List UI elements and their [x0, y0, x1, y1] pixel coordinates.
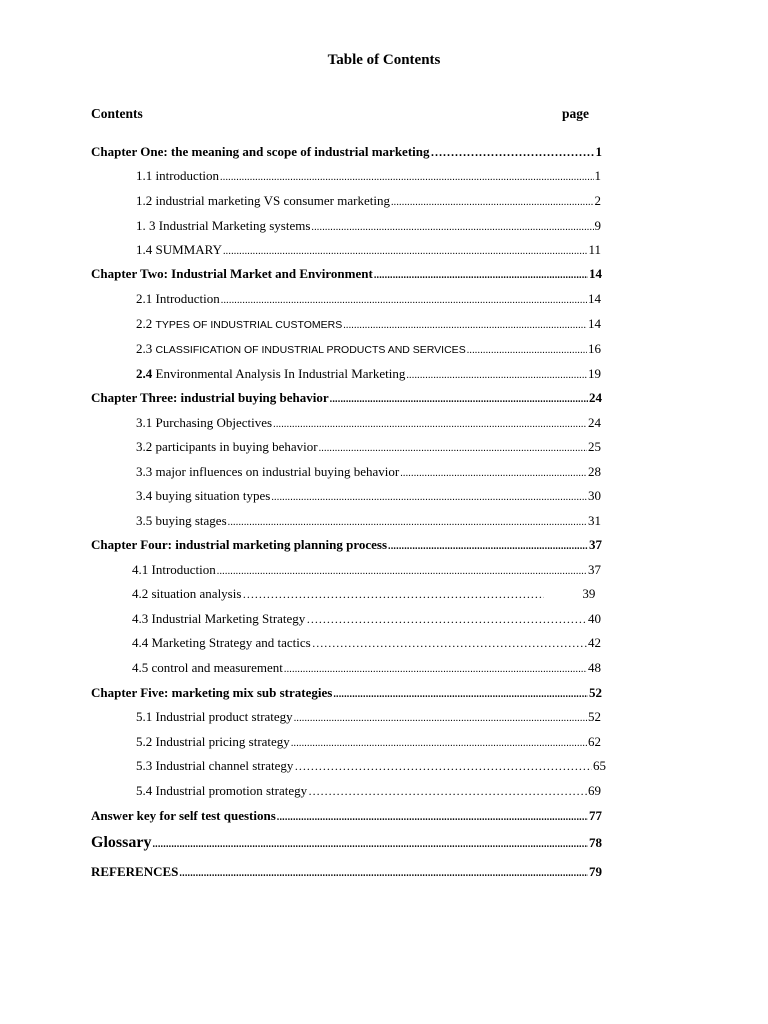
toc-entry-label: Glossary — [91, 834, 152, 851]
toc-entry-page: 25 — [588, 439, 601, 454]
toc-entry-page: 77 — [589, 808, 602, 823]
toc-entry-page: 40 — [588, 611, 601, 626]
toc-entry-label — [136, 316, 342, 333]
dot-leader — [223, 244, 588, 260]
toc-entry-label: 3.4 buying situation types — [136, 488, 271, 503]
toc-entry-label: 2.1 Introduction — [136, 291, 220, 306]
toc-entry-page: 1 — [595, 144, 602, 159]
toc-entry-page: 14 — [589, 266, 602, 281]
section-title: TYPES OF INDUSTRIAL CUSTOMERS — [155, 319, 343, 331]
toc-entry-page: 69 — [588, 783, 601, 798]
toc-entry-2-1[interactable] — [136, 291, 601, 309]
toc-entry-label: 4.2 situation analysis — [132, 586, 242, 601]
toc-entry-page: 2 — [594, 193, 601, 208]
toc-entry-page: 42 — [588, 635, 601, 650]
dot-leader — [333, 687, 588, 703]
toc-entry-label: REFERENCES — [91, 864, 179, 879]
dot-leader — [271, 490, 587, 506]
toc-entry-label: 4.4 Marketing Strategy and tactics — [132, 635, 311, 650]
toc-entry-glossary[interactable] — [91, 835, 602, 853]
dot-leader — [221, 293, 587, 309]
toc-entry-page: 28 — [588, 464, 601, 479]
toc-entry-5-2[interactable] — [136, 734, 601, 752]
dot-leader — [306, 611, 587, 629]
toc-entry-4-4[interactable] — [132, 635, 601, 653]
toc-entry-page: 48 — [588, 660, 601, 675]
section-title: CLASSIFICATION OF INDUSTRIAL PRODUCTS AND SERVICES — [155, 344, 466, 356]
toc-entry-3-2[interactable] — [136, 439, 601, 457]
toc-entry-4-2[interactable] — [132, 586, 601, 604]
dot-leader — [467, 343, 587, 359]
toc-entry-label — [136, 366, 405, 382]
toc-entry-page: 14 — [588, 316, 601, 331]
toc-entry-label: 3.3 major influences on industrial buying behavior — [136, 464, 400, 479]
dot-leader — [217, 564, 587, 580]
toc-entry-page: 24 — [588, 415, 601, 430]
toc-entry-4-5[interactable] — [132, 660, 601, 678]
toc-entry-label: Chapter Two: Industrial Market and Environment — [91, 266, 373, 281]
section-title: Environmental Analysis In Industrial Marketing — [155, 366, 406, 381]
toc-entry-page: 37 — [588, 562, 601, 577]
toc-entry-label: 5.1 Industrial product strategy — [136, 709, 293, 724]
toc-entry-label: Chapter Five: marketing mix sub strategies — [91, 685, 333, 700]
toc-entry-label: 3.2 participants in buying behavior — [136, 439, 318, 454]
toc-entry-1-3[interactable] — [136, 218, 601, 236]
toc-entry-label: 5.2 Industrial pricing strategy — [136, 734, 290, 749]
toc-entry-label: Answer key for self test questions — [91, 808, 276, 823]
toc-entry-chapter-one[interactable] — [91, 144, 602, 162]
toc-entry-label: 4.3 Industrial Marketing Strategy — [132, 611, 306, 626]
dot-leader — [311, 220, 593, 236]
toc-entry-label: 1.1 introduction — [136, 168, 220, 183]
dot-leader — [308, 783, 587, 801]
section-number: 2.4 — [136, 366, 153, 381]
toc-entry-label: 4.1 Introduction — [132, 562, 216, 577]
dot-leader — [374, 268, 588, 284]
dot-leader — [400, 466, 587, 482]
toc-entry-label: 1.2 industrial marketing VS consumer marketing — [136, 193, 390, 208]
toc-entry-chapter-five[interactable] — [91, 685, 602, 703]
dot-leader — [391, 195, 594, 211]
toc-entry-label: Chapter Four: industrial marketing planning process — [91, 537, 388, 552]
toc-entry-3-1[interactable] — [136, 415, 601, 433]
toc-entry-page: 1 — [594, 168, 601, 183]
toc-entry-label: 3.1 Purchasing Objectives — [136, 415, 273, 430]
toc-entry-page: 30 — [588, 488, 601, 503]
toc-entry-page: 31 — [588, 513, 601, 528]
toc-entry-chapter-four[interactable] — [91, 537, 602, 555]
toc-entry-page: 39 — [582, 586, 596, 601]
toc-entry-label: Chapter One: the meaning and scope of industrial marketing — [91, 144, 430, 159]
toc-entry-1-4[interactable] — [136, 242, 601, 260]
toc-entry-page: 24 — [589, 390, 602, 405]
toc-entry-label: 1. 3 Industrial Marketing systems — [136, 218, 311, 233]
toc-entry-page: 78 — [589, 835, 602, 850]
dot-leader — [343, 318, 587, 334]
toc-entry-5-3[interactable] — [136, 758, 606, 776]
dot-leader — [330, 392, 588, 408]
dot-leader — [431, 144, 595, 162]
section-number: 2.2 — [136, 316, 153, 331]
dot-leader — [152, 837, 588, 853]
toc-entry-page: 11 — [588, 242, 601, 257]
section-number: 2.3 — [136, 341, 153, 356]
dot-leader — [406, 368, 587, 384]
page-column-header: page — [562, 106, 589, 121]
toc-entry-references[interactable] — [91, 864, 602, 882]
toc-entry-2-2[interactable] — [136, 316, 601, 334]
toc-entry-page: 19 — [588, 366, 601, 381]
dot-leader — [242, 586, 544, 604]
dot-leader — [319, 441, 587, 457]
dot-leader — [291, 736, 587, 752]
toc-entry-page: 62 — [588, 734, 601, 749]
toc-entry-answer-key[interactable] — [91, 808, 602, 826]
toc-entry-5-4[interactable] — [136, 783, 601, 801]
dot-leader — [312, 635, 587, 653]
dot-leader — [228, 515, 587, 531]
toc-entry-page: 65 — [593, 758, 606, 773]
toc-entry-1-2[interactable] — [136, 193, 601, 211]
toc-entry-page: 52 — [588, 709, 601, 724]
dot-leader — [388, 539, 588, 555]
toc-entry-3-4[interactable] — [136, 488, 601, 506]
dot-leader — [179, 866, 588, 882]
toc-entry-label: 4.5 control and measurement — [132, 660, 283, 675]
toc-entry-label: 3.5 buying stages — [136, 513, 227, 528]
dot-leader — [277, 810, 588, 826]
toc-entry-page: 16 — [588, 341, 601, 356]
toc-entry-2-4[interactable] — [136, 366, 601, 384]
toc-entry-page: 14 — [588, 291, 601, 306]
toc-entry-1-1[interactable] — [136, 168, 601, 186]
toc-entry-label: 5.4 Industrial promotion strategy — [136, 783, 308, 798]
dot-leader — [273, 417, 587, 433]
dot-leader — [284, 662, 587, 678]
toc-entry-label: 1.4 SUMMARY — [136, 242, 222, 257]
dot-leader — [294, 711, 587, 727]
toc-entry-page: 79 — [589, 864, 602, 879]
toc-entry-chapter-three[interactable] — [91, 390, 602, 408]
toc-entry-4-3[interactable] — [132, 611, 601, 629]
toc-entry-chapter-two[interactable] — [91, 266, 602, 284]
toc-entry-label — [136, 341, 466, 358]
contents-column-header: Contents — [91, 106, 143, 121]
toc-entry-5-1[interactable] — [136, 709, 601, 727]
toc-entry-3-5[interactable] — [136, 513, 601, 531]
toc-entry-2-3[interactable] — [136, 341, 601, 359]
toc-entry-label: 5.3 Industrial channel strategy — [136, 758, 294, 773]
toc-entry-3-3[interactable] — [136, 464, 601, 482]
dot-leader — [294, 758, 592, 776]
toc-entry-page: 37 — [589, 537, 602, 552]
toc-entry-page: 52 — [589, 685, 602, 700]
page-title: Table of Contents — [327, 52, 441, 68]
toc-entry-page: 9 — [594, 218, 601, 233]
dot-leader — [220, 170, 593, 186]
toc-entry-4-1[interactable] — [132, 562, 601, 580]
toc-entry-label: Chapter Three: industrial buying behavior — [91, 390, 329, 405]
